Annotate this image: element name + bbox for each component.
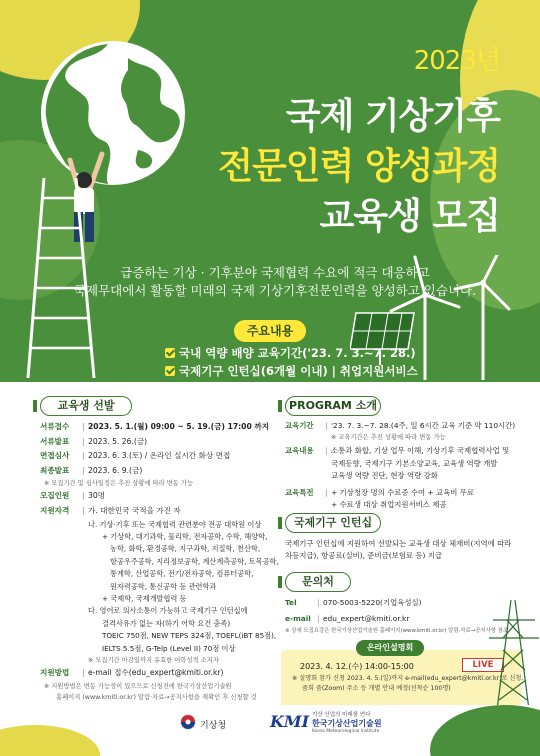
kmi-english-name: Korea Meteorological Institute: [312, 729, 380, 734]
selection-section: [40, 420, 280, 703]
internship-heading: 국제기구 인턴십: [285, 513, 381, 533]
intro-text: 국제무대에서 활동할 미래의 국제 기상기후전문인력을 양성하고 있습니다.: [73, 283, 477, 298]
kma-label: 기상청: [200, 721, 227, 731]
note-text: 홈페이지 (www.kmiti.or.kr) 알림·자료→공지사항을 재확인 후 신청할 것: [56, 693, 257, 701]
year-label: 2023년: [413, 46, 500, 76]
info-row: 서류발표 | 2023. 5. 26.(금): [40, 436, 148, 446]
briefing-title: 온라인설명회: [356, 640, 424, 656]
decor-blob: [430, 705, 540, 756]
contact-heading: 문의처: [285, 572, 351, 592]
key-points-title: 주요내용: [234, 320, 306, 342]
info-row: e-mail | edu_expert@kmiti.or.kr: [285, 614, 410, 624]
qualification-text: + 기상학, 대기과학, 물리학, 전자공학, 수학, 해양학,: [102, 531, 268, 541]
phone-link[interactable]: 070-5003-5220(기업육성실): [323, 598, 422, 607]
info-row: 교육내용 | 소통과 화합, 기상 업무 이해, 기상기후 국제협력사업 및: [285, 446, 510, 456]
internship-section: [285, 538, 525, 563]
qualification-text: 원자력공학, 통신공학 등 관련학과: [110, 581, 217, 591]
power-pylon-illustration: [485, 600, 540, 710]
check-icon: [165, 348, 175, 358]
key-point-item: 국내 역량 배양 교육기간('23. 7. 3.~7. 28.): [165, 344, 380, 362]
selection-heading: 교육생 선발: [40, 396, 132, 416]
info-row: 교육특전 | + 기상청장 명의 수료증 수여 + 교육비 무료: [285, 487, 475, 497]
kmi-slogan: 기상 산업의 미래를 연다: [312, 712, 371, 718]
qualification-text: 다. 영어로 의사소통이 가능하고 국제기구 인턴십에: [88, 606, 248, 616]
email-link[interactable]: edu_expert@kmiti.or.kr: [323, 614, 410, 624]
info-row: 지원방법 | e-mail 접수(edu_expert@kmiti.or.kr): [40, 668, 224, 678]
info-row: 교육기간 | '23. 7. 3.~7. 28.(4주, 일 6시간 교육 기준 약 110시간): [285, 421, 516, 430]
title-line-3: 교육생 모집: [319, 196, 500, 237]
intro-text: 급증하는 기상 · 기후분야 국제협력 수요에 적극 대응하고: [120, 265, 430, 280]
note-text: ※ 상세 모집요강은 한국기상산업기술원 홈페이지(www.kmiti.or.kr) 알림·자료→공지사항 참조: [285, 627, 509, 634]
internship-text: 차등지급), 항공료(실비), 준비금(보험료 등) 지급: [285, 551, 443, 561]
qualification-text: 항공우주공학, 지리정보공학, 계산계측공학, 토목공학,: [110, 556, 279, 566]
benefit-text: + 수료생 대상 취업지원서비스 제공: [331, 500, 447, 510]
briefing-datetime: 2023. 4. 12.(수) 14:00-15:00: [300, 662, 414, 671]
info-row: 서류접수 | 2023. 5. 1.(월) 09:00 ~ 5. 19.(금) 17:00 까지: [40, 422, 270, 431]
internship-text: 국제기구 인턴십에 지원하여 선발되는 교육생 대상 체재비(지역에 따라: [285, 539, 512, 548]
briefing-notes: ※ 설명회 참가 신청 2023. 4. 5.(일)까지 e-mail(edu_expert@kmiti.or.kr)로 신청, 줌회 줌(Zoom) 주소 등 개별 안내 예정(선착순 100명): [292, 675, 524, 692]
note-text: ※ 모집기간 마감일까지 유효한 어학성적 소지자: [88, 657, 219, 665]
info-row: 모집인원 | 30명: [40, 491, 105, 501]
note-text: ※ 지원방법은 변동 가능성이 있으므로 신청전에 한국기상산업기술원: [44, 682, 232, 690]
key-point-item: 국제기구 인턴십(6개월 이내) | 취업지원서비스: [165, 362, 380, 380]
program-section: [285, 420, 525, 511]
qualification-text: IELTS 5.5점, G-Telp (Level II) 70점 이상: [102, 643, 236, 653]
note-text: ※ 교육기간은 추진 상황에 따라 변동 가능: [331, 434, 446, 442]
qualification-text: TOEIC 750점, NEW TEPS 324점, TOEFL(iBT 85점),: [102, 631, 277, 641]
kmi-logo: KMI: [270, 712, 310, 731]
live-badge: LIVE: [462, 658, 504, 672]
key-points-list: [165, 344, 418, 380]
program-heading: PROGRAM 소개: [285, 396, 381, 416]
qualification-text: + 국제학, 국제개발협력 등: [102, 594, 187, 603]
info-row: 면접심사 | 2023. 6. 3.(토) / 온라인 실시간 화상 면접: [40, 451, 231, 461]
program-content-text: 교육생 역량 진단, 현장 역량 강화: [331, 471, 438, 481]
qualification-text: 결격사유가 없는 자(하기 어학 요건 충족): [102, 618, 231, 628]
decor-blob: [0, 725, 100, 756]
email-link[interactable]: e-mail 접수(edu_expert@kmiti.or.kr): [88, 668, 224, 678]
check-icon: [165, 366, 175, 376]
info-row: Tel | 070-5003-5220(기업육성실): [285, 598, 422, 607]
info-row: 최종발표 | 2023. 6. 9.(금): [40, 465, 143, 475]
kmi-name: 한국기상산업기술원: [312, 719, 382, 728]
qualification-text: 농학, 화학, 환경공학, 지구과학, 지질학, 천산학,: [110, 544, 261, 554]
title-line-1: 국제 기상기후: [285, 96, 500, 137]
qualification-text: 나. 기상·기후 또는 국제협력 관련분야 전공 대학원 이상: [88, 519, 262, 529]
note-text: ※ 모집기간 및 심사일정은 추진 상황에 따라 변동 가능: [44, 480, 194, 488]
qualification-text: 통계학, 산업공학, 전기/전자공학, 컴퓨터공학,: [110, 569, 254, 579]
info-row: 지원자격 | 가. 대한민국 국적을 가진 자: [40, 505, 181, 515]
program-content-text: 국제동향, 국제기구 기본소양교육, 교육생 역량 개발: [331, 458, 498, 468]
kma-logo-icon: [180, 714, 196, 730]
title-line-2: 전문인력 양성과정: [218, 146, 500, 187]
